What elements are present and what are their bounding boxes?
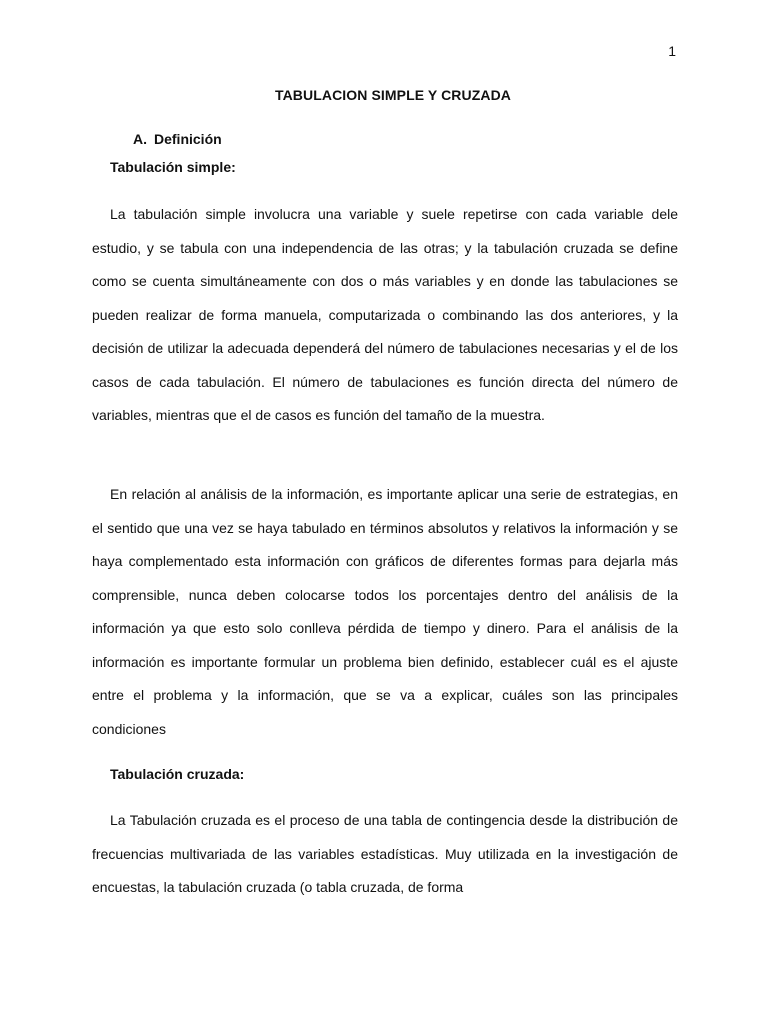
document-title: TABULACION SIMPLE Y CRUZADA	[274, 87, 512, 103]
subheading-cross-tabulation: Tabulación cruzada:	[110, 766, 245, 782]
paragraph-simple-1: La tabulación simple involucra una variable y suele repetirse con cada variable dele estudio, y se tabula con una independencia de las otras; y la tabulación cruzada se define como se cuenta simultáneamente con dos o más variables y en donde las tabulaciones se pueden realizar de forma manuela, computarizada o combinando las dos anteriores, y la decisión de utilizar la adecuada dependerá del número de tabulaciones necesarias y el de los casos de cada tabulación. El número de tabulaciones es función directa del número de variables, mientras que el de casos es función del tamaño de la muestra.	[92, 206, 678, 423]
page-number: 1	[668, 43, 676, 59]
subheading-simple-tabulation: Tabulación simple:	[110, 159, 236, 175]
section-heading-definition: A. Definición	[133, 131, 222, 147]
paragraph-cross-1: La Tabulación cruzada es el proceso de una tabla de contingencia desde la distribución de frecuencias multivariada de las variables estadísticas. Muy utilizada en la investigación de encuestas, la tabulación cruzada (o tabla cruzada, de forma	[92, 812, 678, 895]
paragraph-simple-2: En relación al análisis de la información, es importante aplicar una serie de estrategias, en el sentido que una vez se haya tabulado en términos absolutos y relativos la información y se haya complementado esta información con gráficos de diferentes formas para dejarla más comprensible, nunca deben colocarse todos los porcentajes dentro del análisis de la información ya que esto solo conlleva pérdida de tiempo y dinero. Para el análisis de la información es importante formular un problema bien definido, establecer cuál es el ajuste entre el problema y la información, que se va a explicar, cuáles son las principales condiciones	[92, 486, 678, 737]
